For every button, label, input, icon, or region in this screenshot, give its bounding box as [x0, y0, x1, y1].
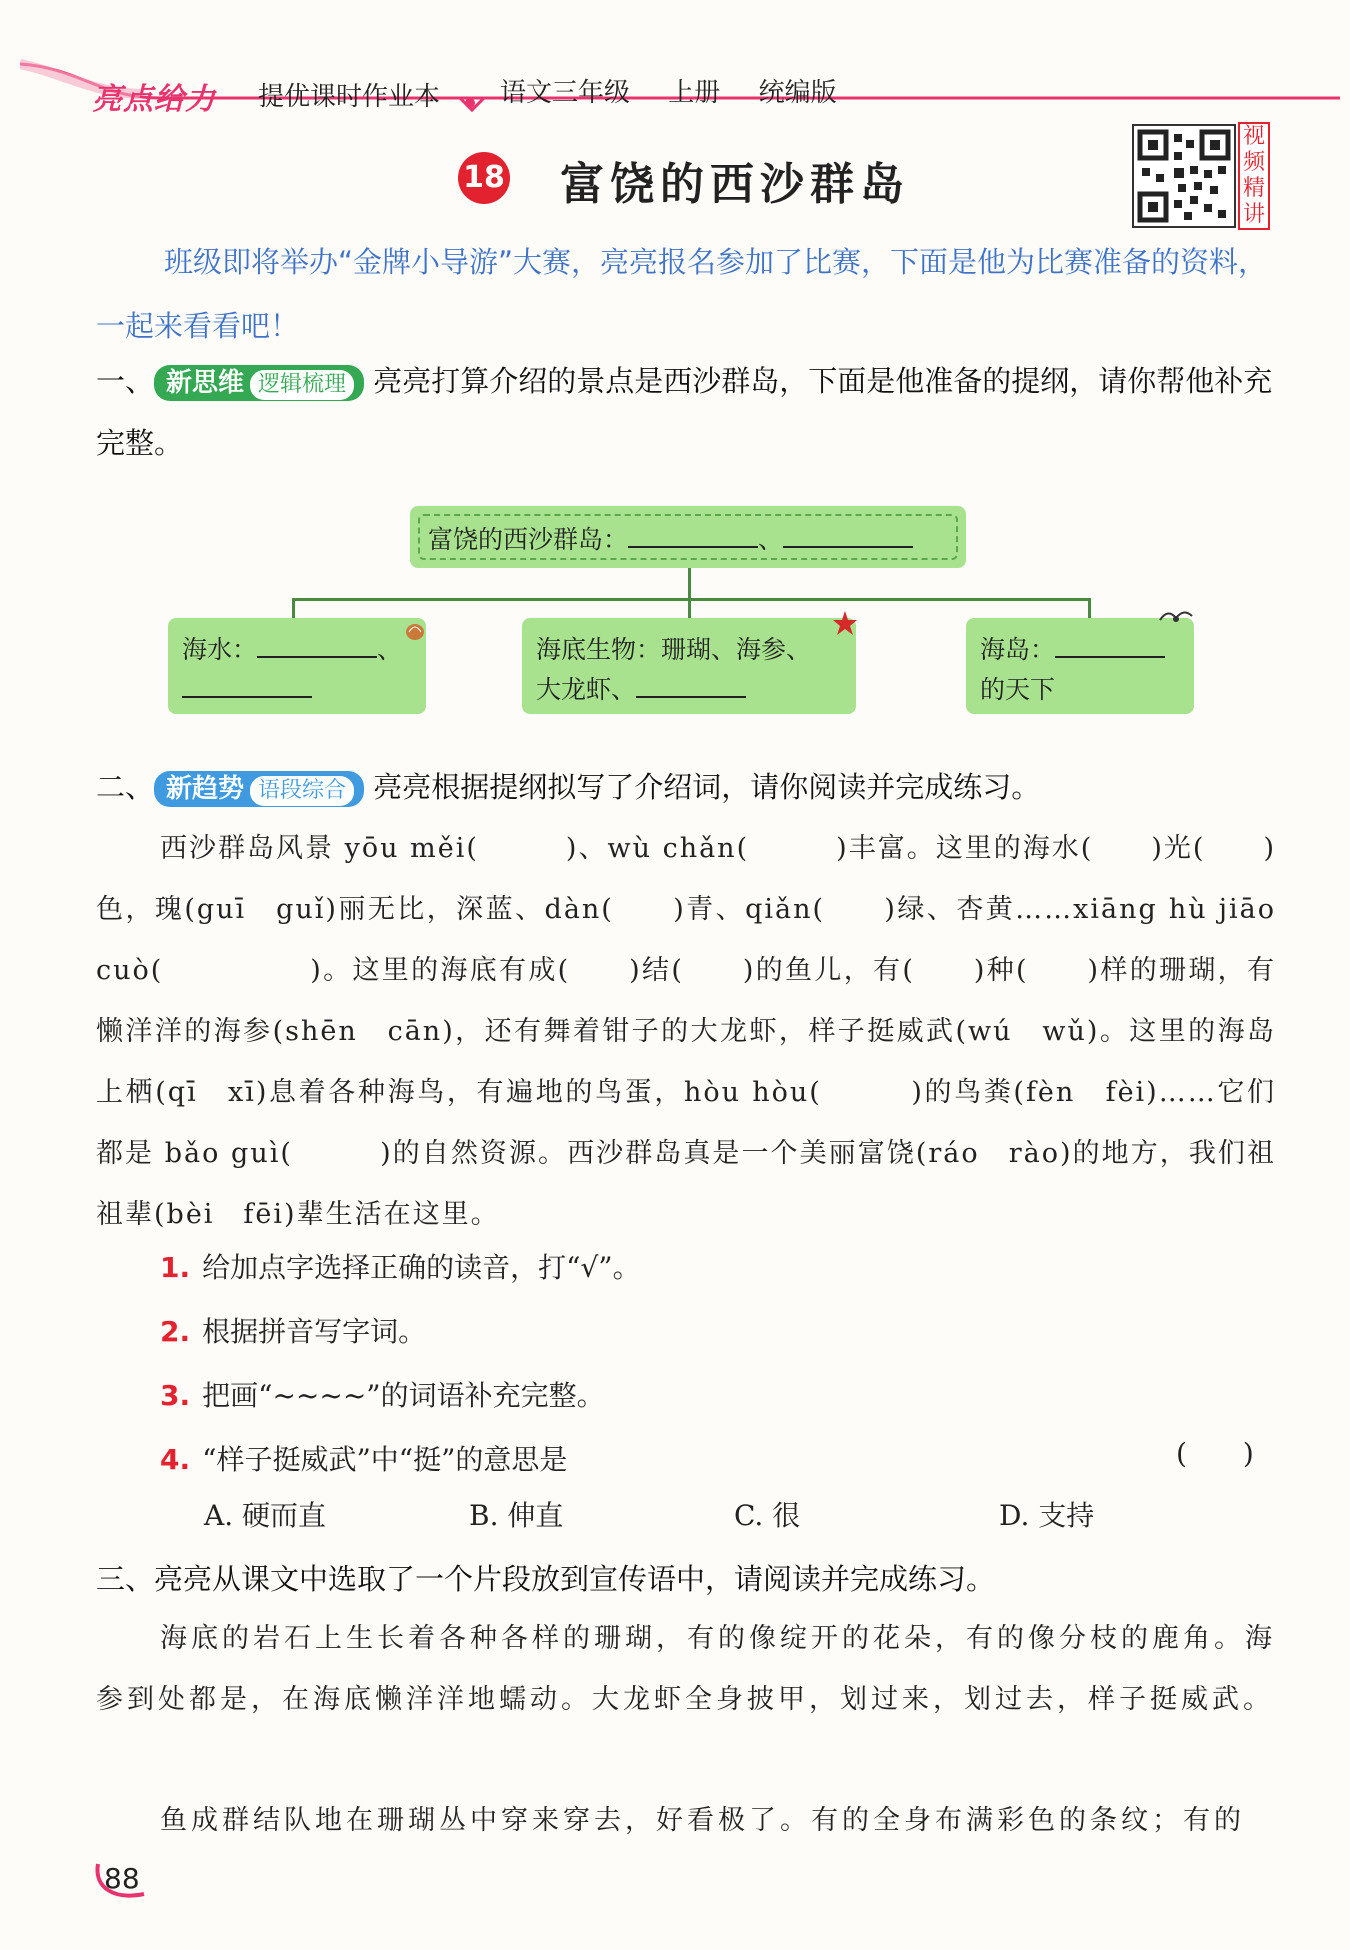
section2-badge-label: 新趋势: [166, 774, 245, 804]
option-b[interactable]: B. 伸直: [469, 1499, 564, 1532]
outline-seabed-box: [522, 618, 856, 714]
answer-paren[interactable]: ( ): [1176, 1437, 1254, 1470]
seabed-label: 海底生物：珊瑚、海参、: [536, 635, 812, 664]
section1-badge-sub: 逻辑梳理: [250, 370, 354, 400]
section2-index: 二、: [96, 770, 155, 804]
header-dot: [465, 98, 475, 108]
answer-blank[interactable]: [636, 696, 746, 698]
starfish-icon: [832, 610, 858, 636]
reading-passage: 西沙群岛风景 yōu měi( )、wù chǎn( )丰富。这里的海水( )光( )色，瑰(guī guǐ)丽无比，深蓝、dàn( )青、qiǎn( )绿、杏黄……xiāng hù jiāo cuò( )。这里的海底有成( )结( )的鱼儿，有( )种( )样的珊瑚，有懒洋洋的海参(shēn cān)，还有舞着钳子的大龙虾，样子挺威武(wú wǔ)。这里的海岛上栖(qī xī)息着各种海鸟，有遍地的鸟蛋，hòu hòu( )的鸟粪(fèn fèi)……它们都是 bǎo guì( )的自然资源。西沙群岛真是一个美丽富饶(ráo rào)的地方，我们祖祖辈(bèi fēi)辈生活在这里。: [96, 833, 1276, 1230]
section2-badge: [154, 771, 364, 807]
intro-text: 班级即将举办“金牌小导游”大赛，亮亮报名参加了比赛，下面是他为比赛准备的资料，一起来看看吧！: [96, 245, 1268, 343]
book-meta: [500, 72, 867, 109]
outline-connector: [688, 598, 691, 620]
section1-badge: [154, 365, 364, 401]
outline-seawater-box: [168, 618, 426, 714]
option-a[interactable]: A. 硬而直: [204, 1499, 327, 1532]
shell-icon: [404, 620, 426, 642]
page-title: 富饶的西沙群岛: [560, 159, 910, 210]
answer-blank[interactable]: [182, 696, 312, 698]
video-lesson-tag[interactable]: 视频精讲: [1238, 122, 1270, 230]
seawater-label: 海水：: [182, 635, 258, 664]
qr-code-icon[interactable]: [1132, 124, 1236, 228]
section3-heading: 三、亮亮从课文中选取了一个片段放到宣传语中，请阅读并完成练习。: [96, 1562, 996, 1596]
option-c[interactable]: C. 很: [734, 1499, 801, 1532]
section2-instruction: 亮亮根据提纲拟写了介绍词，请你阅读并完成练习。: [373, 770, 1041, 804]
excerpt-paragraph-2: 鱼成群结队地在珊瑚丛中穿来穿去，好看极了。有的全身布满彩色的条纹；有的: [160, 1805, 1245, 1836]
section1-heading: [96, 350, 1276, 474]
answer-blank[interactable]: [628, 546, 758, 548]
brand-logo: 亮点给力: [92, 82, 216, 117]
outline-island-box: [966, 618, 1194, 714]
section2-heading: [96, 756, 1276, 818]
section1-badge-label: 新思维: [166, 368, 245, 398]
island-line2: 的天下: [980, 675, 1056, 704]
question-item: 1. 给加点字选择正确的读音，打“√”。: [160, 1251, 641, 1284]
section1-index: 一、: [96, 364, 155, 398]
subject-label: 语文三年级: [500, 78, 631, 108]
series-name: 提优课时作业本: [258, 82, 441, 112]
answer-blank[interactable]: [257, 656, 377, 658]
question-item: 2. 根据拼音写字词。: [160, 1315, 427, 1348]
excerpt-paragraph-1: 海底的岩石上生长着各种各样的珊瑚，有的像绽开的花朵，有的像分枝的鹿角。海参到处都是，在海底懒洋洋地蠕动。大龙虾全身披甲，划过来，划过去，样子挺威武。: [96, 1623, 1276, 1715]
question-item: 4. “样子挺威武”中“挺”的意思是: [160, 1443, 568, 1476]
separator: 、: [758, 525, 784, 554]
seabed-line2: 大龙虾、: [536, 675, 637, 704]
question-list: [160, 1236, 641, 1492]
lesson-number-badge: 18: [458, 152, 510, 204]
outline-root-label: 富饶的西沙群岛：: [428, 525, 629, 554]
outline-connector: [292, 598, 295, 620]
separator: 、: [377, 635, 403, 664]
outline-root-box: [410, 506, 966, 568]
outline-connector: [688, 568, 691, 600]
seabird-icon: [1158, 606, 1194, 630]
outline-connector: [1088, 598, 1091, 620]
outline-connector: [292, 598, 1090, 601]
volume-label: 上册: [668, 78, 721, 108]
island-label: 海岛：: [980, 635, 1056, 664]
answer-blank[interactable]: [783, 546, 913, 548]
option-d[interactable]: D. 支持: [999, 1499, 1095, 1532]
choice-options: [204, 1494, 1264, 1534]
answer-blank[interactable]: [1055, 656, 1165, 658]
page-number: 88: [104, 1862, 140, 1895]
edition-label: 统编版: [758, 78, 837, 108]
section2-badge-sub: 语段综合: [250, 776, 354, 806]
section1-instruction: 亮亮打算介绍的景点是西沙群岛，下面是他准备的提纲，请你帮他补充完整。: [96, 364, 1273, 460]
question-item: 3. 把画“~~~~”的词语补充完整。: [160, 1379, 605, 1412]
